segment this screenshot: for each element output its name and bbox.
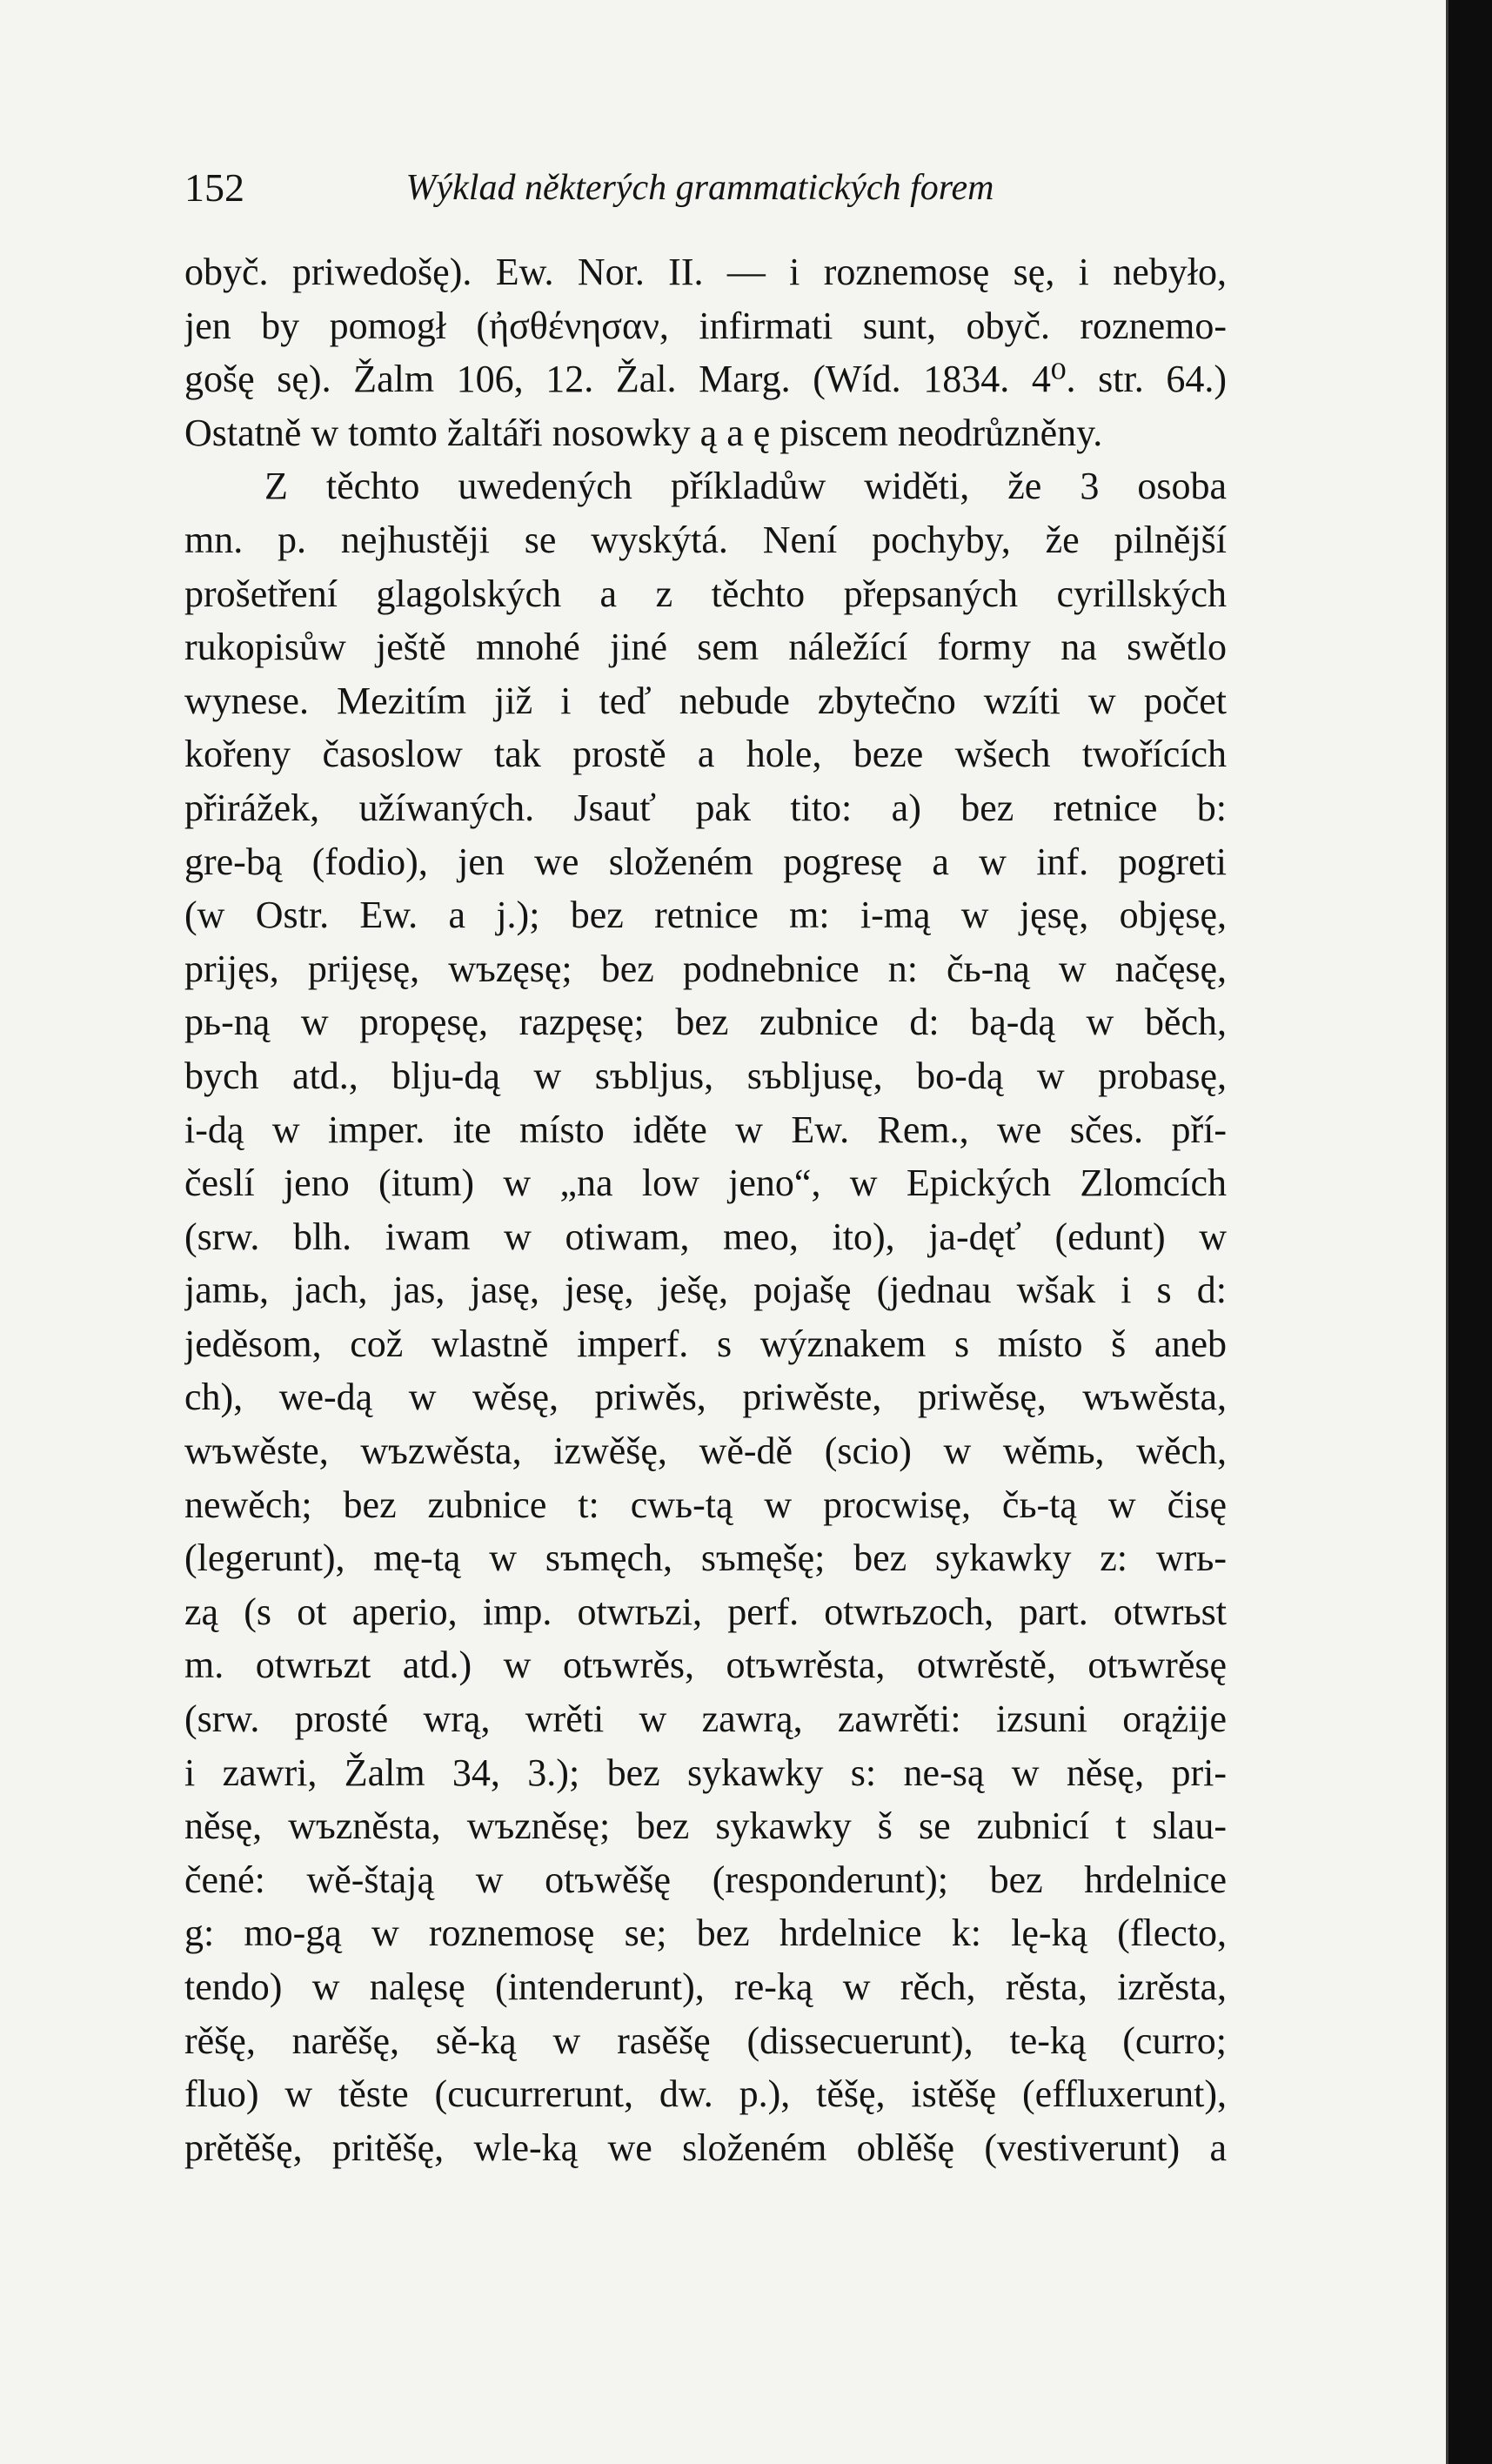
text-line: jamь, jach, jas, jasę, jesę, ješę, pojašę (jednau wšak i s d: xyxy=(184,1269,1227,1312)
text-line: (w Ostr. Ew. a j.); bez retnice m: i-mą w jęsę, objęsę, xyxy=(184,894,1227,937)
text-line: g: mo-gą w roznemosę se; bez hrdelnice k: lę-ką (flecto, xyxy=(184,1912,1227,1955)
text-line: fluo) w těste (cucurrerunt, dw. p.), těšę, istěšę (effluxerunt), xyxy=(184,2072,1227,2116)
text-line: jeděsom, což wlastně imperf. s wýznakem s místo š aneb xyxy=(184,1322,1227,1365)
text-line: gošę sę). Žalm 106, 12. Žal. Marg. (Wíd. 1834. 4⁰. str. 64.) xyxy=(184,358,1227,401)
text-line: (srw. blh. iwam w otiwam, meo, ito), ja-dęť (edunt) w xyxy=(184,1215,1227,1258)
text-line: prošetření glagolských a z těchto přepsaných cyrillských xyxy=(184,572,1227,615)
scan-edge xyxy=(1449,0,1492,2464)
page-number: 152 xyxy=(184,165,244,210)
text-line: (legerunt), mę-tą w sъmęch, sъmęšę; bez sykawky z: wrь- xyxy=(184,1537,1227,1580)
body-text xyxy=(184,245,1227,2174)
text-line: česlí jeno (itum) w „na low jeno“, w Epických Zlomcích xyxy=(184,1162,1227,1205)
running-head xyxy=(184,162,1215,214)
text-line: rukopisůw ještě mnohé jiné sem náležící formy na swětlo xyxy=(184,626,1227,669)
text-line: i zawri, Žalm 34, 3.); bez sykawky s: ne-są w něsę, pri- xyxy=(184,1751,1227,1794)
text-line: ch), we-dą w wěsę, priwěs, priwěste, priwěsę, wъwěsta, xyxy=(184,1376,1227,1419)
text-line: bych atd., blju-dą w sъbljus, sъbljusę, bo-dą w probasę, xyxy=(184,1054,1227,1097)
text-line: kořeny časoslow tak prostě a hole, beze wšech twořících xyxy=(184,733,1227,776)
text-line: jen by pomogł (ἠσθένησαν, infirmati sunt, obyč. roznemo- xyxy=(184,304,1227,347)
text-line: i-dą w imper. ite místo iděte w Ew. Rem., we sčes. pří- xyxy=(184,1108,1227,1151)
text-line: gre-bą (fodio), jen we složeném pogresę a w inf. pogreti xyxy=(184,840,1227,883)
text-line: čené: wě-štają w otъwěšę (responderunt); bez hrdelnice xyxy=(184,1858,1227,1901)
text-line: obyč. priwedošę). Ew. Nor. II. — i roznemosę sę, i nebyło, xyxy=(184,251,1227,293)
text-line: (srw. prosté wrą, wrěti w zawrą, zawrěti: izsuni orążije xyxy=(184,1697,1227,1741)
text-line: m. otwrьzt atd.) w otъwrěs, otъwrěsta, otwrěstě, otъwrěsę xyxy=(184,1644,1227,1687)
text-line: Z těchto uwedených příkladůw widěti, že 3 osoba xyxy=(264,465,1227,508)
text-line: mn. p. nejhustěji se wyskýtá. Není pochyby, že pilnější xyxy=(184,518,1227,561)
text-line: přirážek, užíwaných. Jsauť pak tito: a) bez retnice b: xyxy=(184,786,1227,829)
text-line: rěšę, narěšę, sě-ką w rasěšę (dissecuerunt), te-ką (curro; xyxy=(184,2019,1227,2062)
running-title: Wýklad některých grammatických forem xyxy=(405,168,994,208)
text-line: něsę, wъzněsta, wъzněsę; bez sykawky š se zubnicí t slau- xyxy=(184,1804,1227,1848)
text-line: pь-ną w propęsę, razpęsę; bez zubnice d: bą-dą w běch, xyxy=(184,1001,1227,1044)
text-line: wynese. Mezitím již i teď nebude zbytečno wzíti w počet xyxy=(184,679,1227,722)
text-line: tendo) w nalęsę (intenderunt), re-ką w rěch, rěsta, izrěsta, xyxy=(184,1965,1227,2008)
text-line: newěch; bez zubnice t: cwь-tą w procwisę, čь-tą w čisę xyxy=(184,1483,1227,1526)
text-line: prětěšę, pritěšę, wle-ką we složeném oblěšę (vestiverunt) a xyxy=(184,2126,1227,2169)
text-line: zą (s ot aperio, imp. otwrьzi, perf. otwrьzoch, part. otwrьst xyxy=(184,1590,1227,1633)
text-line: wъwěste, wъzwěsta, izwěšę, wě-dě (scio) w wěmь, wěch, xyxy=(184,1430,1227,1473)
text-line: prijęs, prijęsę, wъzęsę; bez podnebnice n: čь-ną w načęsę, xyxy=(184,947,1227,990)
text-line: Ostatně w tomto žaltáři nosowky ą a ę piscem neodrůzněny. xyxy=(184,411,1103,454)
